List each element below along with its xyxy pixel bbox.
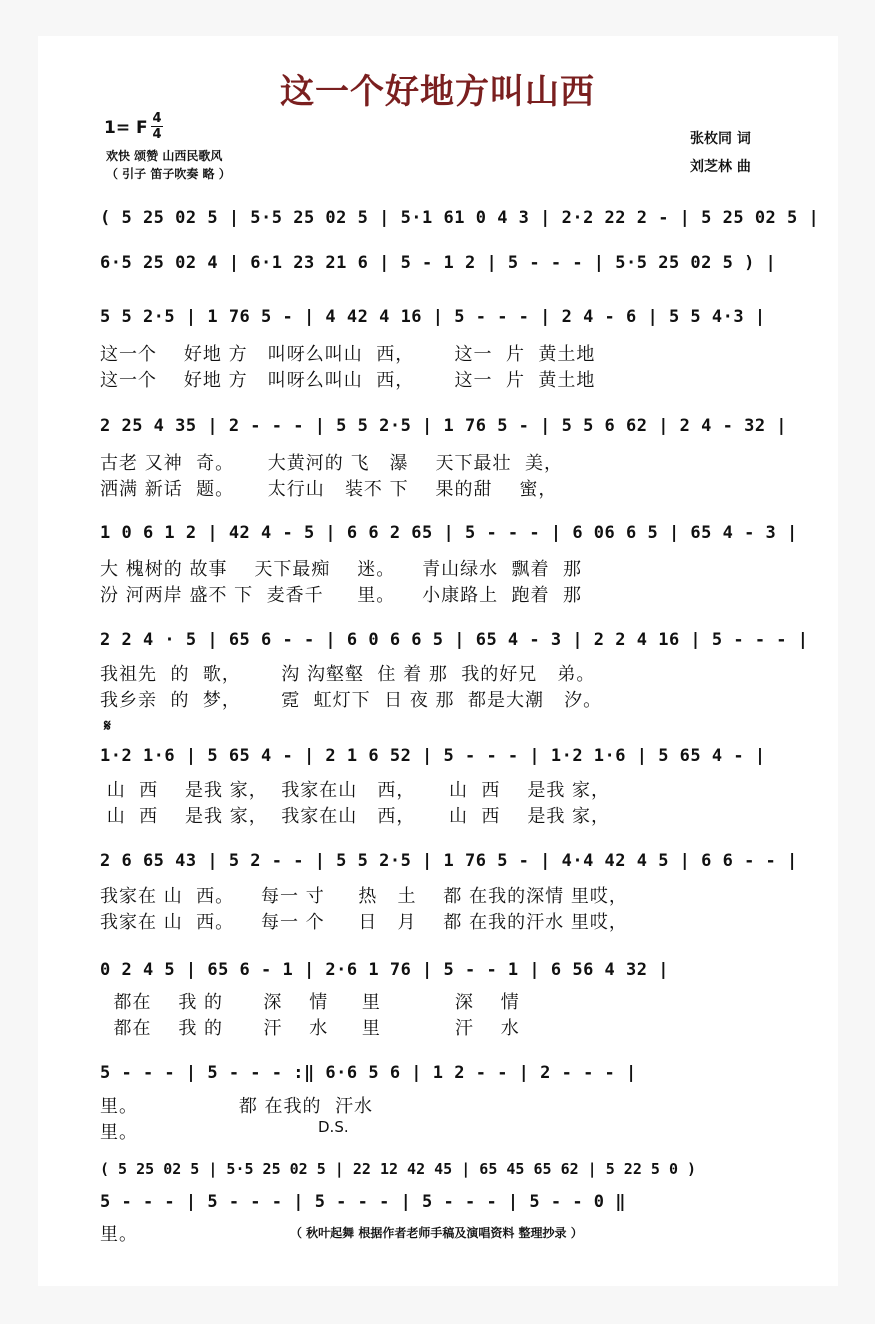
notation-line-7: 1·2 1·6 | 5 65 4 - | 2 1 6 52 | 5 - - - | 1·2 1·6 | 5 65 4 - | (100, 746, 766, 766)
lyrics-line-8-verse-2: 我家在 山 西。 每一 个 日 月 都 在我的汗水 里哎， (100, 912, 628, 933)
lyrics-line-10-verse-1: 里。 都 在我的 汗水 (100, 1096, 373, 1117)
time-sig-bottom: 4 (152, 127, 162, 142)
lyrics-line-4-verse-2: 洒满 新话 题。 太行山 装不 下 果的甜 蜜， (100, 479, 558, 500)
dal-segno-marking: D.S. (318, 1118, 349, 1136)
song-title: 这一个好地方叫山西 (280, 72, 595, 112)
lyricist-credit: 张枚同 词 (690, 131, 751, 147)
intro-note: （ 引子 笛子吹奏 略 ） (106, 167, 231, 181)
lyrics-line-3-verse-1: 这一个 好地 方 叫呀么叫山 西， 这一 片 黄土地 (100, 344, 596, 365)
composer-credit: 刘芝林 曲 (690, 159, 751, 175)
lyrics-line-6-verse-1: 我祖先 的 歌， 沟 沟壑壑 住 着 那 我的好兄 弟。 (100, 664, 596, 685)
notation-line-6: 2 2 4 · 5 | 65 6 - - | 6 0 6 6 5 | 65 4 - 3 | 2 2 4 16 | 5 - - - | (100, 630, 809, 650)
notation-line-8: 2 6 65 43 | 5 2 - - | 5 5 2·5 | 1 76 5 - | 4·4 42 4 5 | 6 6 - - | (100, 851, 798, 871)
footer-note: （ 秋叶起舞 根据作者老师手稿及演唱资料 整理抄录 ） (290, 1226, 583, 1240)
segno-sign: 𝄋 (104, 716, 111, 735)
notation-line-9: 0 2 4 5 | 65 6 - 1 | 2·6 1 76 | 5 - - 1 | 6 56 4 32 | (100, 960, 669, 980)
notation-line-4: 2 25 4 35 | 2 - - - | 5 5 2·5 | 1 76 5 - | 5 5 6 62 | 2 4 - 32 | (100, 416, 788, 436)
key-signature: 1= F (104, 118, 148, 138)
notation-line-10: 5 - - - | 5 - - - :‖ 6·6 5 6 | 1 2 - - | 2 - - - | (100, 1063, 637, 1083)
notation-line-2: 6·5 25 02 4 | 6·1 23 21 6 | 5 - 1 2 | 5 - - - | 5·5 25 02 5 ) | (100, 253, 777, 273)
notation-line-1: ( 5 25 02 5 | 5·5 25 02 5 | 5·1 61 0 4 3 | 2·2 22 2 - | 5 25 02 5 | (100, 208, 820, 228)
lyrics-line-7-verse-1: 山 西 是我 家， 我家在山 西， 山 西 是我 家， (100, 780, 611, 801)
time-signature (151, 112, 163, 141)
lyrics-line-8-verse-1: 我家在 山 西。 每一 寸 热 土 都 在我的深情 里哎， (100, 886, 628, 907)
lyrics-line-6-verse-2: 我乡亲 的 梦， 霓 虹灯下 日 夜 那 都是大潮 汐。 (100, 690, 603, 711)
tempo-marking: 欢快 颂赞 山西民歌风 (106, 149, 223, 163)
time-sig-top: 4 (152, 111, 162, 126)
lyrics-line-9-verse-1: 都在 我 的 深 情 里 深 情 (100, 992, 520, 1013)
notation-line-3: 5 5 2·5 | 1 76 5 - | 4 42 4 16 | 5 - - - | 2 4 - 6 | 5 5 4·3 | (100, 307, 766, 327)
lyrics-line-5-verse-1: 大 槐树的 故事 天下最痴 迷。 青山绿水 飘着 那 (100, 559, 582, 580)
notation-line-5: 1 0 6 1 2 | 42 4 - 5 | 6 6 2 65 | 5 - - - | 6 06 6 5 | 65 4 - 3 | (100, 523, 798, 543)
notation-line-11: ( 5 25 02 5 | 5·5 25 02 5 | 22 12 42 45 | 65 45 65 62 | 5 22 5 0 ) (100, 1160, 697, 1178)
lyrics-line-4-verse-1: 古老 又神 奇。 大黄河的 飞 瀑 天下最壮 美， (100, 453, 563, 474)
notation-line-12: 5 - - - | 5 - - - | 5 - - - | 5 - - - | 5 - - 0 ‖ (100, 1192, 627, 1212)
lyrics-line-9-verse-2: 都在 我 的 汗 水 里 汗 水 (100, 1018, 520, 1039)
lyrics-line-3-verse-2: 这一个 好地 方 叫呀么叫山 西， 这一 片 黄土地 (100, 370, 596, 391)
lyrics-line-5-verse-2: 汾 河两岸 盛不 下 麦香千 里。 小康路上 跑着 那 (100, 585, 582, 606)
lyrics-line-10-verse-2: 里。 (100, 1122, 138, 1143)
lyrics-line-12: 里。 (100, 1224, 138, 1245)
lyrics-line-7-verse-2: 山 西 是我 家， 我家在山 西， 山 西 是我 家， (100, 806, 611, 827)
